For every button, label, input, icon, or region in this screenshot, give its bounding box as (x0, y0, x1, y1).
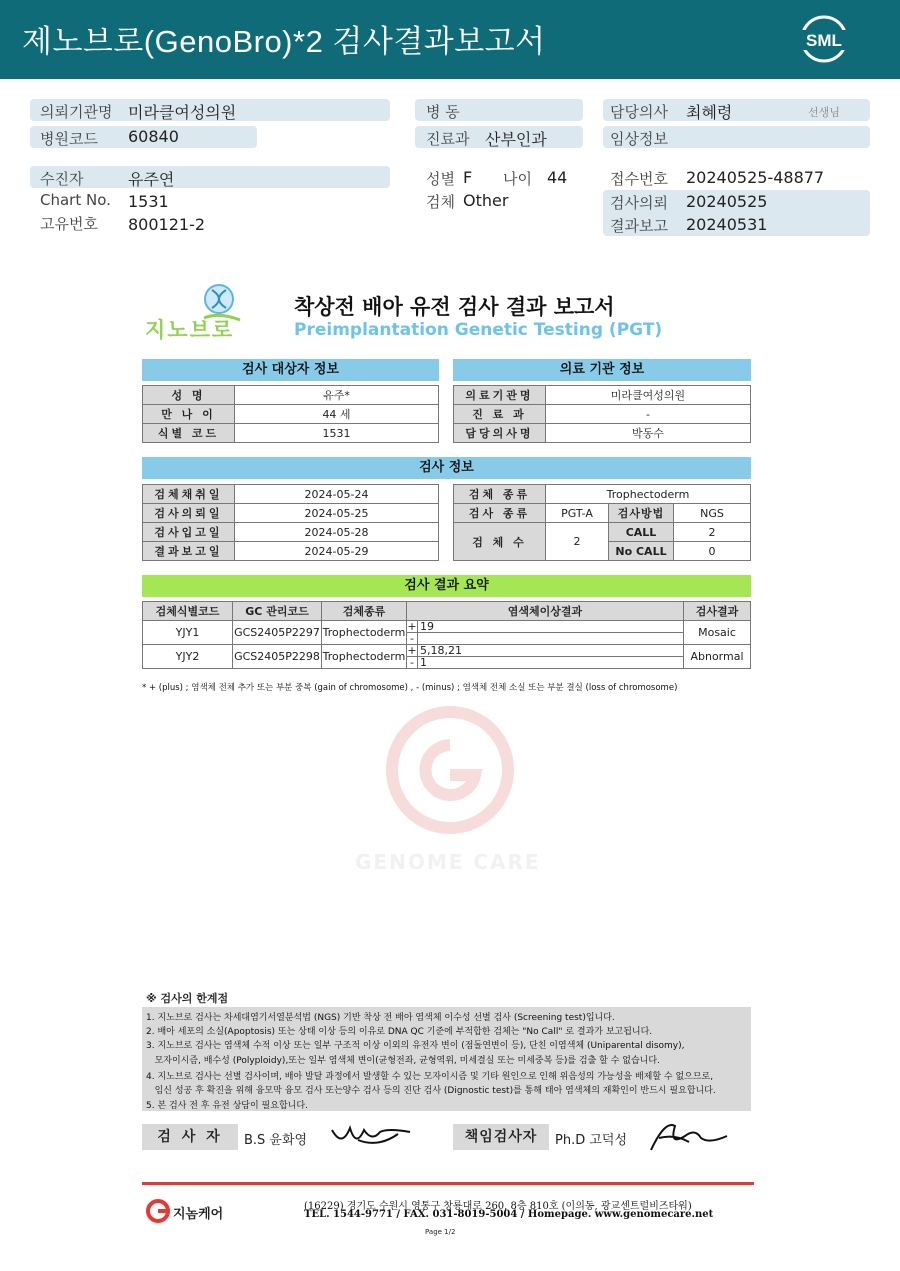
tester-name: B.S 윤화영 (244, 1133, 308, 1148)
plus-sign: + (407, 644, 417, 657)
test-date-label: 검사입고일 (143, 523, 235, 542)
footnote: * + (plus) ; 염색체 전체 추가 또는 부분 중복 (gain of chromosome) , - (minus) ; 염색체 전체 소실 또는 부분 결실 (loss of chromosome) (142, 683, 678, 693)
report-value: 20240531 (686, 215, 768, 234)
hospital-code-label: 병원코드 (40, 130, 98, 148)
test-date-value: 2024-05-25 (235, 504, 439, 523)
table-row (143, 645, 751, 657)
receipt-value: 20240525-48877 (686, 168, 825, 187)
test-type-label: 검사 종류 (454, 504, 546, 523)
nocall: 0 (674, 542, 751, 561)
gain-chromosomes: 5,18,21 (418, 645, 684, 657)
tester-signature-icon (328, 1118, 412, 1154)
doctor-suffix: 선생님 (808, 106, 840, 119)
specimen-value: Other (463, 191, 509, 210)
limit-line: 임신 성공 후 확진을 위해 융모막 융모 검사 또는양수 검사 등의 진단 검사 (Dignostic test)를 통해 태아 염색체의 재확인이 반드시 필요합니다. (146, 1086, 716, 1096)
test-date-value: 2024-05-29 (235, 542, 439, 561)
table-row (143, 504, 439, 523)
table-row (143, 542, 439, 561)
patient-value: 유주연 (128, 170, 175, 189)
page-title: 제노브로(GenoBro)*2 검사결과보고서 (22, 24, 546, 59)
footer-contact: TEL. 1544-9771 / FAX. 031-8019-5004 / Homepage. www.genomecare.net (304, 1209, 714, 1220)
sample-type: Trophectoderm (322, 621, 407, 645)
test-result: Mosaic (684, 621, 751, 645)
sample-code: YJY1 (143, 621, 233, 645)
table-row (143, 523, 439, 542)
chart-label: Chart No. (40, 191, 111, 209)
plus-sign: + (407, 620, 417, 633)
specimen-label: 검체 (426, 193, 455, 211)
table-row (454, 485, 751, 504)
sml-logo-text: SML (806, 31, 842, 50)
test-detail-table (453, 484, 751, 561)
chart-value: 1531 (128, 192, 169, 211)
test-date-label: 검사의뢰일 (143, 504, 235, 523)
subject-name-label: 성 명 (143, 386, 235, 405)
limits-title: ※ 검사의 한계점 (146, 992, 229, 1005)
age-value: 44 (547, 168, 568, 187)
call-label: CALL (609, 523, 674, 542)
method-label: 검사방법 (609, 504, 674, 523)
col-header: 검사결과 (684, 602, 751, 621)
table-row (143, 405, 439, 424)
inst-dept: - (546, 405, 751, 424)
col-header: GC 관리코드 (233, 602, 322, 621)
age-label: 나이 (503, 170, 532, 188)
test-type: PGT-A (546, 504, 609, 523)
company-name: 지놈케어 (173, 1207, 224, 1222)
summary-header-row (143, 602, 751, 621)
request-label: 검사의뢰 (610, 194, 668, 212)
sample-code: YJY2 (143, 645, 233, 669)
table-row (454, 405, 751, 424)
ward-label: 병 동 (426, 103, 460, 121)
footer-line (142, 1182, 754, 1185)
test-result: Abnormal (684, 645, 751, 669)
specimen-type-label: 검체 종류 (454, 485, 546, 504)
watermark-logo-icon (380, 705, 520, 835)
supervisor-signature-icon (645, 1116, 729, 1156)
subject-idcode-label: 식별 코드 (143, 424, 235, 443)
department-label: 진료과 (426, 130, 470, 148)
method: NGS (674, 504, 751, 523)
loss-chromosomes: 1 (418, 657, 684, 669)
test-date-label: 검체채취일 (143, 485, 235, 504)
minus-sign: - (407, 633, 418, 645)
loss-chromosomes (418, 633, 684, 645)
doctor-value: 최혜령 (686, 103, 733, 122)
minus-sign: - (407, 657, 418, 669)
table-row (454, 424, 751, 443)
subject-idcode: 1531 (235, 424, 439, 443)
test-section-header: 검사 정보 (142, 457, 751, 479)
clinical-label: 임상정보 (610, 130, 668, 148)
limit-line: 3. 지노브로 검사는 염색체 수적 이상 또는 일부 구조적 이상 이외의 유전자 변이 (점돌연변이 등), 단친 이염색체 (Uniparental disomy), (146, 1041, 685, 1051)
subject-age: 44 세 (235, 405, 439, 424)
col-header: 검체식별코드 (143, 602, 233, 621)
report-title-en: Preimplantation Genetic Testing (PGT) (294, 320, 663, 340)
gc-code: GCS2405P2298 (233, 645, 322, 669)
table-row (143, 485, 439, 504)
footer-address: (16229) 경기도 수원시 영통구 창룡대로 260, 8층 810호 (이의동, 광교센트럴비즈타워) (304, 1201, 692, 1212)
col-header: 염색체이상결과 (407, 602, 684, 621)
id-value: 800121-2 (128, 215, 206, 234)
subject-section-header: 검사 대상자 정보 (142, 359, 439, 381)
count: 2 (546, 523, 609, 561)
limit-line: 1. 지노브로 검사는 차세대염기서열분석법 (NGS) 기반 착상 전 배아 염색체 이수성 선별 검사 (Screening test)입니다. (146, 1013, 615, 1023)
gc-code: GCS2405P2297 (233, 621, 322, 645)
call: 2 (674, 523, 751, 542)
request-value: 20240525 (686, 192, 768, 211)
supervisor-name: Ph.D 고덕성 (555, 1133, 628, 1148)
report-title-ko: 착상전 배아 유전 검사 결과 보고서 (294, 295, 615, 319)
hospital-code-value: 60840 (128, 127, 179, 146)
test-date-label: 결과보고일 (143, 542, 235, 561)
col-header: 검체종류 (322, 602, 407, 621)
department-value: 산부인과 (485, 130, 547, 149)
test-dates-table (142, 484, 439, 561)
patient-label: 수진자 (40, 170, 84, 188)
gain-chromosomes: 19 (418, 621, 684, 633)
test-date-value: 2024-05-28 (235, 523, 439, 542)
inst-doctor-label: 담당의사명 (454, 424, 546, 443)
institution-value: 미라클여성의원 (128, 103, 237, 122)
sml-logo (796, 14, 852, 64)
receipt-label: 접수번호 (610, 170, 668, 188)
supervisor-label: 책임검사자 (453, 1124, 549, 1150)
institution-table (453, 385, 751, 443)
sample-type: Trophectoderm (322, 645, 407, 669)
nocall-label: No CALL (609, 542, 674, 561)
limit-line: 5. 본 검사 전 후 유전 상담이 필요합니다. (146, 1101, 308, 1111)
inst-name: 미라클여성의원 (546, 386, 751, 405)
id-label: 고유번호 (40, 215, 98, 233)
limit-line: 4. 지노브로 검사는 선별 검사이며, 배아 발달 과정에서 발생할 수 있는 모자이시즘 및 기타 원인으로 인해 위음성의 가능성을 배제할 수 없으므로, (146, 1072, 714, 1082)
report-label: 결과보고 (610, 217, 668, 235)
institution-section-header: 의료 기관 정보 (453, 359, 751, 381)
sex-value: F (463, 168, 473, 187)
table-row (143, 621, 751, 633)
count-label: 검 체 수 (454, 523, 546, 561)
tester-label: 검 사 자 (142, 1124, 238, 1150)
table-row (143, 386, 439, 405)
summary-table (142, 601, 751, 669)
summary-section-header: 검사 결과 요약 (142, 575, 751, 597)
test-date-value: 2024-05-24 (235, 485, 439, 504)
limit-line: 모자이시즘, 배수성 (Polyploidy),또는 일부 염색체 변이(균형전좌, 균형역위, 미세결실 또는 미세중복 등)를 검출 할 수 없습니다. (146, 1056, 660, 1066)
genomecare-logo-icon (145, 1198, 171, 1224)
inst-doctor: 박동수 (546, 424, 751, 443)
watermark-text: GENOME CARE (355, 850, 541, 874)
institution-label: 의뢰기관명 (40, 103, 113, 121)
subject-table (142, 385, 439, 443)
sex-label: 성별 (426, 170, 455, 188)
inst-name-label: 의료기관명 (454, 386, 546, 405)
specimen-type: Trophectoderm (546, 485, 751, 504)
subject-age-label: 만 나 이 (143, 405, 235, 424)
page-number: Page 1/2 (425, 1228, 456, 1236)
brand-name: 지노브로 (145, 318, 235, 342)
table-row (143, 424, 439, 443)
table-row (454, 523, 751, 542)
table-row (454, 504, 751, 523)
patient-row-bg (30, 166, 390, 188)
limit-line: 2. 배아 세포의 소실(Apoptosis) 또는 상태 이상 등의 이유로 DNA QC 기준에 부적합한 검체는 "No Call" 로 결과가 보고됩니다. (146, 1027, 653, 1037)
inst-dept-label: 진 료 과 (454, 405, 546, 424)
subject-name: 유주* (235, 386, 439, 405)
table-row (454, 386, 751, 405)
doctor-label: 담당의사 (610, 103, 668, 121)
